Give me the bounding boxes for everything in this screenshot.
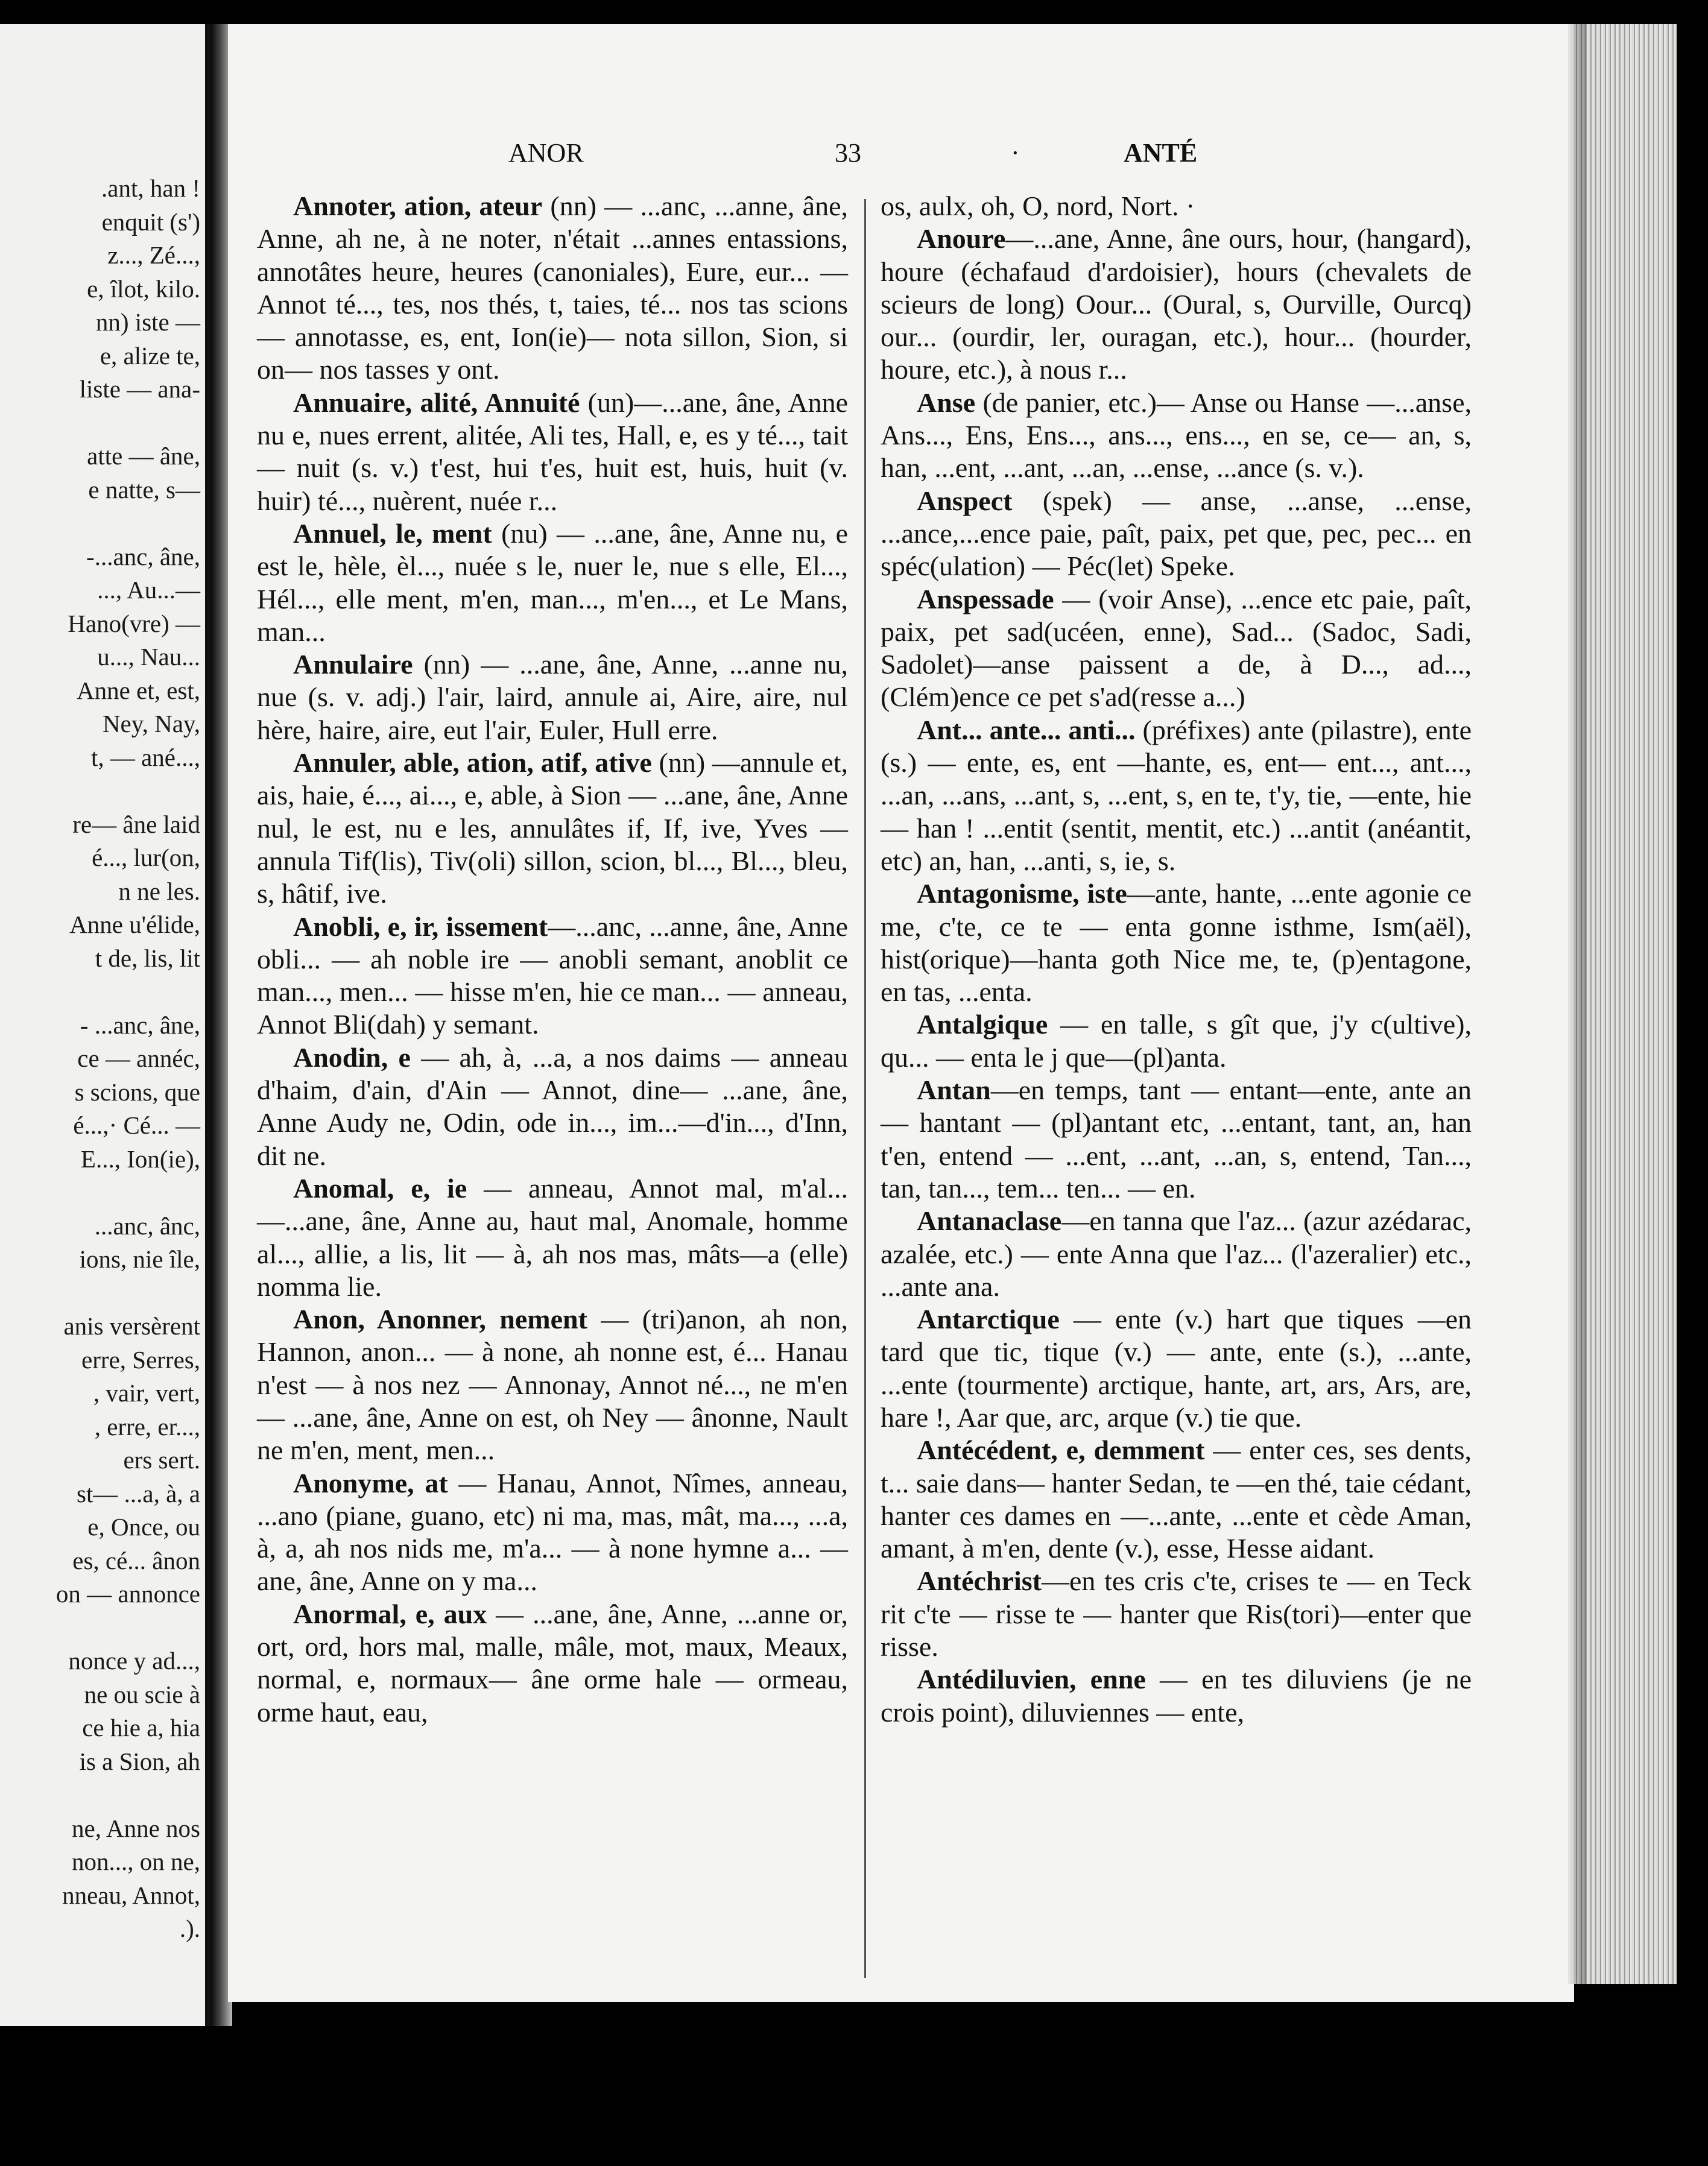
entry-text: (de panier, etc.)— Anse ou Hanse —...anse, Ans..., Ens, Ens..., ans..., ens..., en se, ce— an, s, han, ...ent, ...ant, ...an, ...ense, ...ance (s. v.). [881, 387, 1472, 484]
entry-headword: Annulaire [293, 649, 413, 680]
fragment-line: liste — ana- [79, 375, 200, 403]
dictionary-entry [257, 747, 848, 910]
entry-text: (nn) — ...anc, ...anne, âne, Anne, ah ne, à ne noter, n'était ...annes entassions, annotâtes heure, heures (canoniales), Eure, eur... — Annot té..., tes, nos thés, t, taies, té... nos tas scions — annotasse, es, ent, Ion(ie)— nota sillon, Sion, si on— nos tasses y ont. [257, 191, 849, 385]
dictionary-entry [881, 1205, 1472, 1303]
running-header [228, 137, 1574, 174]
entry-headword: Antanaclase [917, 1205, 1062, 1237]
fragment-line: ne ou scie à [84, 1680, 200, 1708]
dictionary-entry [881, 1008, 1472, 1074]
fragment-line: ne, Anne nos [72, 1814, 200, 1842]
dictionary-entry [881, 387, 1472, 485]
dictionary-entry [881, 1565, 1472, 1663]
fragment-line: is a Sion, ah [79, 1747, 200, 1775]
entry-headword: Anodin, e [293, 1041, 411, 1073]
dictionary-page [228, 24, 1574, 2002]
fragment-line: ers sert. [123, 1446, 200, 1474]
entry-headword: Anspessade [917, 583, 1054, 614]
page-stack-edge [1574, 24, 1677, 1984]
entry-text: —en tes cris c'te, crises te — en Teck rit c'te — risse te — hanter que Ris(tori)—enter que risse. [881, 1565, 1472, 1662]
entry-headword: Annuler, able, ation, atif, ative [293, 747, 652, 778]
page-edge-shadow [1568, 24, 1586, 1984]
dictionary-entry [881, 223, 1472, 386]
fragment-line: ce hie a, hia [82, 1714, 200, 1741]
fragment-line: - ...anc, âne, [80, 1011, 200, 1039]
dictionary-entry [881, 1074, 1472, 1205]
entry-text: — (voir Anse), ...ence etc paie, paît, paix, pet sad(ucéen, enne), Sad... (Sadoc, Sadi, Sadolet)—anse paissent a de, à D..., ad..., (Clém)ence ce pet s'ad(resse a...) [881, 583, 1472, 713]
entry-headword: Annuel, le, ment [293, 517, 492, 549]
fragment-line: enquit (s') [101, 207, 200, 236]
fragment-line: ..., Au...— [97, 576, 200, 604]
entry-headword: Antarctique [917, 1304, 1060, 1335]
fragment-line: nneau, Annot, [62, 1881, 200, 1909]
fragment-line [0, 774, 200, 808]
entry-headword: Annoter, ation, ateur [293, 191, 543, 221]
entry-text: —ante, hante, ...ente agonie ce me, c'te, ce te — enta gonne isthme, Ism(aël), hist(orique)—hanta goth Nice me, te, (p)entagone, en tas, ...enta. [881, 878, 1472, 1008]
fragment-line: nonce y ad..., [68, 1647, 200, 1675]
header-dot: · [1011, 138, 1020, 168]
column-divider [864, 199, 866, 1978]
entry-text: (nn) —annule et, ais, haie, é..., ai..., e, able, à Sion — ...ane, âne, Anne nul, le est, nu e les, annulâtes if, If, ive, Yves — annula Tif(lis), Tiv(oli) sillon, scion, bl..., Bl..., bleu, s, hâtif, ive. [257, 747, 848, 909]
header-left-guideword: ANOR [508, 138, 584, 168]
fragment-line: re— âne laid [72, 810, 200, 838]
dictionary-entry [881, 714, 1472, 877]
fragment-line [0, 1176, 200, 1210]
fragment-line: , erre, er..., [94, 1412, 200, 1441]
fragment-line: e natte, s— [88, 475, 200, 504]
entry-headword: Anspect [917, 485, 1013, 516]
entry-text: (spek) — anse, ...anse, ...ense, ...ance,...ence paie, paît, paix, pet que, pec, pec... en spéc(ulation) — Péc(let) Speke. [881, 485, 1472, 582]
entry-headword: Antédiluvien, enne [917, 1664, 1146, 1695]
entry-text: — (tri)anon, ah non, Hannon, anon... — à none, ah nonne est, é... Hanau n'est — à nos nez — Annonay, Annot né..., ne m'en — ...ane, âne, Anne on est, oh Ney — ânonne, Nault ne m'en, ment, men... [257, 1304, 848, 1466]
dictionary-entry [257, 1467, 848, 1598]
entry-headword: Antécédent, e, demment [917, 1435, 1205, 1466]
fragment-line: t de, lis, lit [95, 944, 200, 972]
dictionary-entry [257, 648, 848, 747]
entry-text: — ...ane, âne, Anne, ...anne or, ort, ord, hors mal, malle, mâle, mot, maux, Meaux, normal, e, normaux— âne orme hale — ormeau, orme haut, eau, [257, 1598, 848, 1728]
entry-headword: Antagonisme, iste [917, 878, 1127, 909]
entry-headword: Anse [917, 387, 976, 418]
fragment-line: é..., lur(on, [92, 844, 200, 871]
fragment-line: atte — âne, [87, 442, 200, 470]
entry-headword: Anomal, e, ie [293, 1172, 467, 1204]
entry-headword: Annuaire, alité, Annuité [293, 387, 580, 418]
fragment-line: Anne et, est, [77, 676, 200, 704]
fragment-line: e, Once, ou [87, 1513, 200, 1541]
fragment-line: Hano(vre) — [68, 609, 200, 637]
entry-headword: Antan [917, 1075, 991, 1106]
entry-headword: Anon, Anonner, nement [293, 1304, 587, 1335]
fragment-line: erre, Serres, [81, 1345, 200, 1374]
dictionary-entry [257, 1041, 848, 1172]
fragment-line: anis versèrent [63, 1312, 200, 1340]
fragment-line [0, 1611, 200, 1645]
entry-headword: Antéchrist [917, 1565, 1042, 1597]
fragment-line [0, 1778, 200, 1812]
entry-text: (nn) — ...ane, âne, Anne, ...anne nu, nue (s. v. adj.) l'air, laird, annule ai, Aire, aire, nul hère, haire, aire, eut l'air, Euler, Hull erre. [257, 649, 848, 745]
fragment-line: nn) iste — [95, 308, 200, 336]
fragment-line: es, cé... ânon [72, 1546, 200, 1574]
fragment-line [0, 975, 200, 1009]
fragment-line [0, 406, 200, 440]
entry-headword: Ant... ante... anti... [917, 714, 1136, 745]
entry-text: — anneau, Annot mal, m'al...—...ane, âne, Anne au, haut mal, Anomale, homme al..., allie, a lis, lit — à, ah nos mas, mâts—a (elle) nomma lie. [257, 1172, 848, 1302]
entry-text: —...anc, ...anne, âne, Anne obli... — ah noble ire — anobli semant, anoblit ce man..., men... — hisse m'en, hie ce man... — anneau, Annot Bli(dah) y semant. [257, 911, 848, 1040]
dictionary-entry [257, 387, 848, 517]
page-number: 33 [835, 138, 861, 168]
right-column [881, 190, 1472, 1729]
dictionary-entry [257, 911, 848, 1041]
fragment-line: ...anc, ânc, [94, 1211, 200, 1240]
entry-text: — Hanau, Annot, Nîmes, anneau, ...ano (piane, guano, etc) ni ma, mas, mât, ma..., ...a, à, a, ah nos nids me, m'a... — à none hymne a... — ane, âne, Anne on y ma... [257, 1467, 848, 1597]
fragment-line: é...,· Cé... — [73, 1111, 200, 1139]
dictionary-entry [257, 190, 848, 387]
dictionary-entry [257, 1598, 848, 1729]
entry-text: —en temps, tant — entant—ente, ante an — hantant — (pl)antant etc, ...entant, tant, an, han t'en, entend — ...ent, ...ant, ...an, s, entend, Tan..., tan, tan..., tem... ten... — en. [881, 1075, 1472, 1204]
fragment-line: e, îlot, kilo. [87, 274, 200, 303]
fragment-line: non..., on ne, [72, 1848, 200, 1875]
fragment-line: .). [179, 1915, 200, 1942]
dictionary-entry [257, 1172, 848, 1303]
dictionary-entry [881, 485, 1472, 583]
fragment-line: , vair, vert, [93, 1379, 200, 1407]
entry-headword: Antalgique [917, 1009, 1048, 1040]
fragment-line: e, alize te, [100, 341, 200, 370]
fragment-line: ions, nie île, [79, 1245, 200, 1273]
fragment-line: E..., Ion(ie), [80, 1145, 200, 1173]
entry-text: —en tanna que l'az... (azur azédarac, azalée, etc.) — ente Anna que l'az... (l'azeralier) etc., ...ante ana. [881, 1205, 1472, 1302]
dictionary-entry [257, 517, 848, 648]
fragment-line: n ne les. [118, 877, 200, 905]
entry-text: — ah, à, ...a, a nos daims — anneau d'haim, d'ain, d'Ain — Annot, dine— ...ane, âne, Anne Audy ne, Odin, ode in..., im...—d'in..., d'Inn, dit ne. [257, 1041, 848, 1171]
dictionary-entry [881, 1303, 1472, 1434]
entry-text: —...ane, Anne, âne ours, hour, (hangard), houre (échafaud d'ardoisier), hours (chevalets de scieurs de long) Oour... (Oural, s, Ourville, Ourcq) our... (ourdir, ler, ouragan, etc.), hour... (hourder, houre, etc.), à nous r... [881, 223, 1472, 385]
entry-text: — en talle, s gît que, j'y c(ultive), qu... — enta le j que—(pl)anta. [881, 1009, 1472, 1073]
entry-text: — en tes diluviens (je ne crois point), diluviennes — ente, [881, 1664, 1472, 1728]
dictionary-entry [881, 583, 1472, 714]
dictionary-entry [881, 877, 1472, 1008]
entry-headword: Anoure [917, 223, 1006, 254]
previous-page-fragment [0, 24, 211, 2026]
fragment-line: .ant, han ! [101, 174, 200, 202]
entry-headword: Anonyme, at [293, 1467, 448, 1498]
fragment-line [0, 507, 200, 540]
dictionary-entry [881, 1434, 1472, 1565]
fragment-line [0, 1277, 200, 1310]
entry-text: — ente (v.) hart que tiques —en tard que tic, tique (v.) — ante, ente (s.), ...ante, ...ente (tourmente) arctique, hante, art, ars, Ars, are, hare !, Aar que, arc, arque (v.) tie que. [881, 1304, 1472, 1433]
entry-text: os, aulx, oh, O, nord, Nort. · [881, 191, 1195, 221]
entry-text: (nu) — ...ane, âne, Anne nu, e est le, hèle, èl..., nuée s le, nuer le, nue s elle, El..., Hél..., elle ment, m'en, man..., m'en..., et Le Mans, man... [257, 517, 849, 647]
fragment-line: -...anc, âne, [86, 542, 200, 570]
fragment-line: z..., Zé..., [107, 241, 200, 269]
fragment-line: Ney, Nay, [102, 710, 200, 737]
entry-headword: Anormal, e, aux [293, 1598, 487, 1629]
entry-text: (un)—...ane, âne, Anne nu e, nues errent, alitée, Ali tes, Hall, e, es y té..., tait — nuit (s. v.) t'est, hui t'es, huit est, huis, huit (v. huir) té..., nuèrent, nuée r... [257, 387, 848, 516]
dictionary-entry [881, 190, 1472, 223]
dictionary-entry [257, 1303, 848, 1467]
dictionary-entry [881, 1663, 1472, 1729]
fragment-line: on — annonce [55, 1580, 200, 1608]
left-column [257, 190, 848, 1729]
entry-text: (préfixes) ante (pilastre), ente (s.) — ente, es, ent —hante, es, ent— ent..., ant..., ...an, ...ans, ...ant, s, ...ent, s, en te, t'y, tie, —ente, hie — han ! ...entit (sentit, mentit, etc.) ...antit (anéantit, etc) an, han, ...anti, s, ie, s. [881, 714, 1472, 876]
fragment-line: ce — annéc, [77, 1044, 200, 1072]
fragment-line: t, — ané..., [90, 743, 200, 771]
fragment-line: s scions, que [74, 1078, 200, 1106]
previous-page-text [0, 172, 200, 1946]
fragment-line: u..., Nau... [97, 643, 200, 671]
fragment-line: st— ...a, à, a [77, 1479, 200, 1508]
fragment-line: Anne u'élide, [69, 911, 200, 938]
entry-text: — enter ces, ses dents, t... saie dans— hanter Sedan, te —en thé, taie cédant, hanter ces dames en —...ante, ...ente et cède Aman, amant, à m'en, dente (v.), esse, Hesse aidant. [881, 1435, 1472, 1564]
entry-headword: Anobli, e, ir, issement [293, 911, 548, 942]
header-right-guideword: ANTÉ [1124, 138, 1198, 168]
